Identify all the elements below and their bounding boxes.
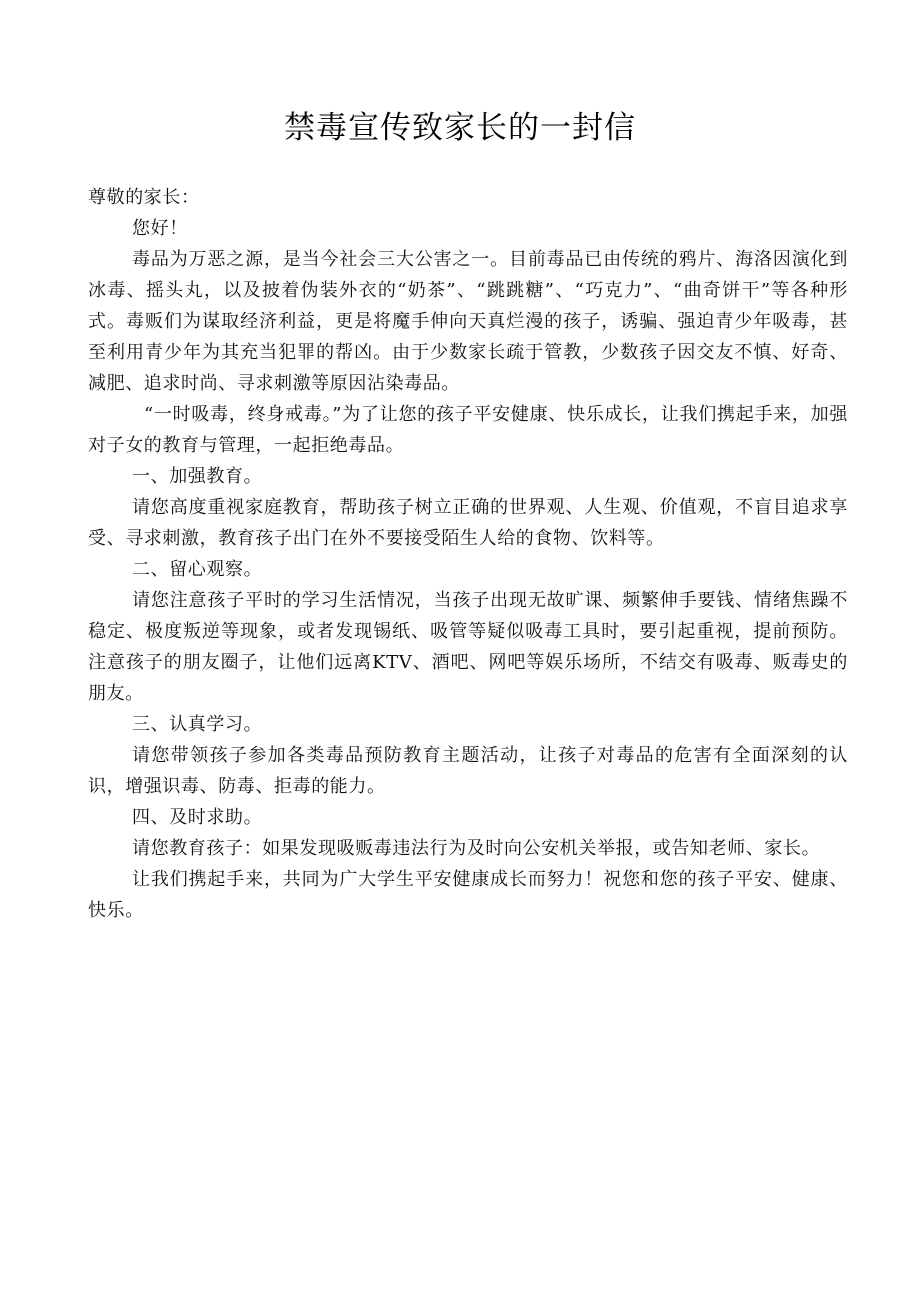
section-paragraph-3: 请您带领孩子参加各类毒品预防教育主题活动，让孩子对毒品的危害有全面深刻的认识，增强识毒、防毒、拒毒的能力。 (88, 745, 848, 797)
section-paragraph-4: 请您教育孩子：如果发现吸贩毒违法行为及时向公安机关举报，或告知老师、家长。 (132, 838, 821, 859)
intro-paragraph: 毒品为万恶之源，是当今社会三大公害之一。目前毒品已由传统的鸦片、海洛因演化到冰毒、摇头丸，以及披着伪装外衣的“奶茶”、“跳跳糖”、“巧克力”、“曲奇饼干”等各种形式。毒贩们为谋取经济利益，更是将魔手伸向天真烂漫的孩子，诱骗、强迫青少年吸毒，甚至利用青少年为其充当犯罪的帮凶。由于少数家长疏于管教，少数孩子因交友不慎、好奇、减肥、追求时尚、寻求刺激等原因沾染毒品。 (88, 249, 848, 394)
section-heading-2: 二、留心观察。 (132, 559, 263, 580)
section-heading-1: 一、加强教育。 (132, 466, 263, 487)
salutation: 尊敬的家长： (88, 187, 200, 208)
section-paragraph-2: 请您注意孩子平时的学习生活情况，当孩子出现无故旷课、频繁伸手要钱、情绪焦躁不稳定、极度叛逆等现象，或者发现锡纸、吸管等疑似吸毒工具时，要引起重视，提前预防。注意孩子的朋友圈子，让他们远离KTV、酒吧、网吧等娱乐场所，不结交有吸毒、贩毒史的朋友。 (88, 590, 848, 704)
appeal-paragraph: “一时吸毒，终身戒毒。”为了让您的孩子平安健康、快乐成长，让我们携起手来，加强对子女的教育与管理，一起拒绝毒品。 (88, 404, 848, 456)
section-heading-3: 三、认真学习。 (132, 714, 263, 735)
section-heading-4: 四、及时求助。 (132, 807, 263, 828)
letter-body (88, 182, 848, 926)
greeting: 您好！ (132, 218, 188, 239)
section-paragraph-1: 请您高度重视家庭教育，帮助孩子树立正确的世界观、人生观、价值观，不盲目追求享受、寻求刺激，教育孩子出门在外不要接受陌生人给的食物、饮料等。 (88, 497, 848, 549)
page-title: 禁毒宣传致家长的一封信 (284, 110, 636, 146)
closing-paragraph: 让我们携起手来，共同为广大学生平安健康成长而努力！祝您和您的孩子平安、健康、快乐。 (88, 869, 848, 921)
